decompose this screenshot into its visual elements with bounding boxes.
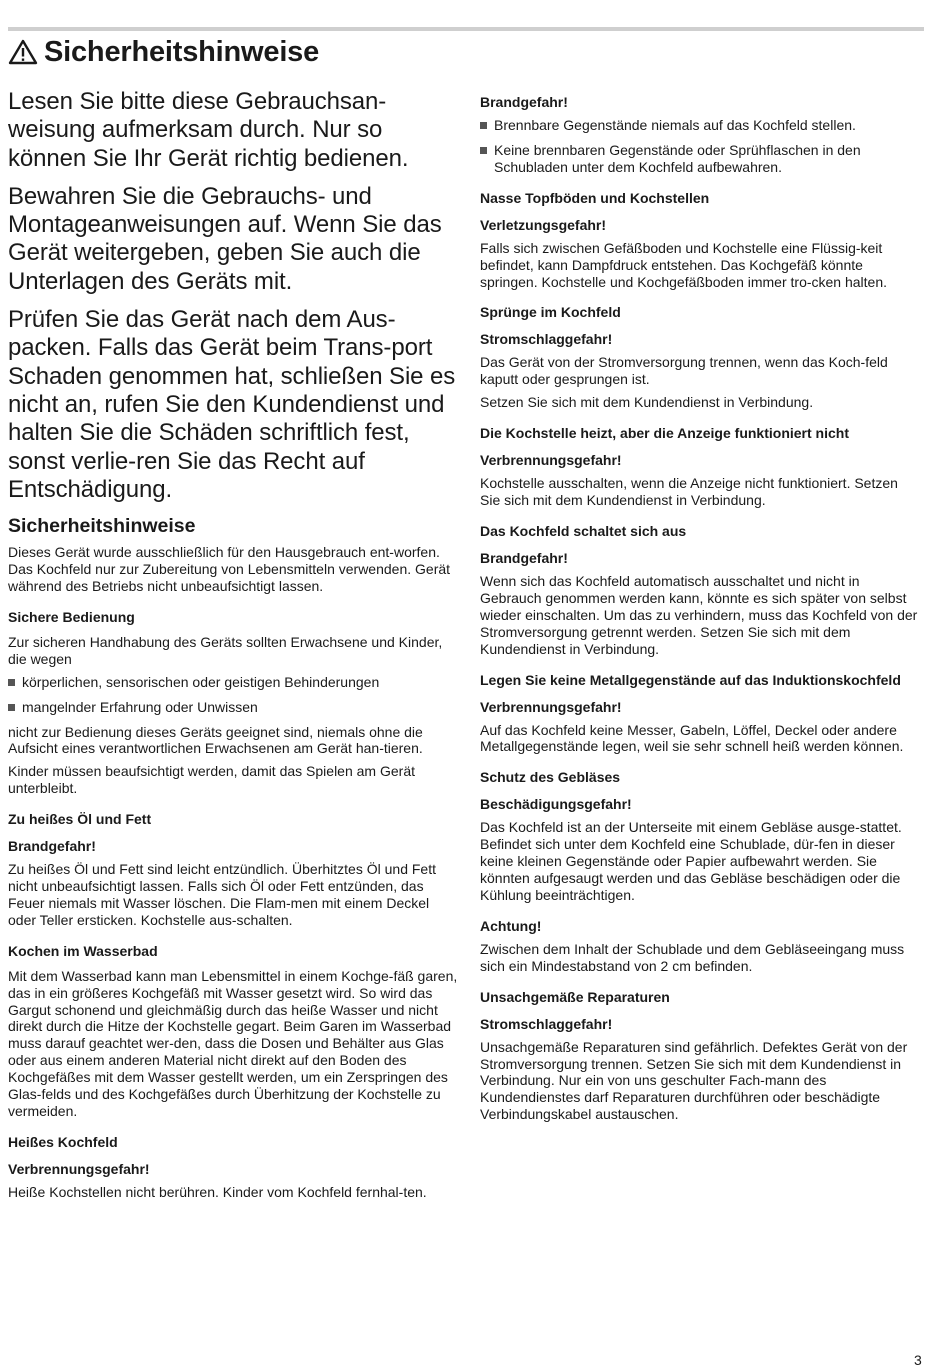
subheading-sichere-bedienung: Sichere Bedienung	[8, 608, 135, 625]
page-title	[8, 34, 319, 70]
warning-label: Verbrennungsgefahr!	[480, 452, 622, 469]
right-column	[480, 90, 922, 1129]
intro	[8, 88, 458, 504]
paragraph: Mit dem Wasserbad kann man Lebensmittel in einem Kochge-fäß garen, das in ein größeres Kochgefäß mit Wasser gesetzt wird. So wird das Gargut schonend und gleichmäßig durch das heiße Wasser und nicht direkt durch die Hitze der Kochstelle gegart. Beim Garen im Wasserbad muss darauf geachtet wer-den, dass die Dosen und Behälter aus Glas oder aus einem anderen Material nicht direkt auf den Boden des Kochgefäßes mit dem Wasser gestellt werden, um ein Zerspringen des Glas-felds und des Kochgefäßes durch Überhitzung der Kochstelle zu vermeiden.	[8, 967, 458, 1119]
warning-label: Stromschlaggefahr!	[480, 331, 613, 348]
list-item: mangelnder Erfahrung oder Unwissen	[8, 699, 458, 716]
warning-label: Verbrennungsgefahr!	[480, 698, 622, 715]
subheading-metall: Legen Sie keine Metallgegenstände auf das Induktionskochfeld	[480, 671, 901, 688]
paragraph: Setzen Sie sich mit dem Kundendienst in Verbindung.	[480, 394, 814, 411]
subheading-schaltet-aus: Das Kochfeld schaltet sich aus	[480, 522, 687, 539]
subheading-oel-fett: Zu heißes Öl und Fett	[8, 811, 152, 828]
warning-label: Brandgefahr!	[480, 549, 568, 566]
subheading-spruenge: Sprünge im Kochfeld	[480, 304, 621, 321]
page-number: 3	[914, 1352, 922, 1368]
warning-label: Stromschlaggefahr!	[480, 1015, 613, 1032]
list-item: Brennbare Gegenstände niemals auf das Kochfeld stellen.	[480, 117, 922, 134]
warning-label: Brandgefahr!	[480, 94, 568, 110]
warning-label: Achtung!	[480, 917, 542, 934]
warning-label: Beschädigungsgefahr!	[480, 796, 632, 813]
list-item: Keine brennbaren Gegenstände oder Sprühflaschen in den Schubladen unter dem Kochfeld aufbewahren.	[480, 142, 922, 176]
top-rule	[8, 27, 924, 31]
paragraph: Wenn sich das Kochfeld automatisch ausschaltet und nicht in Gebrauch genommen werden kann, könnte es sich später von selbst wieder einschalten. Um das zu verhindern, muss das Kochfeld von der Stromversorgung getrennt werden. Setzen Sie sich mit dem Kundendienst in Verbindung.	[480, 572, 918, 657]
intro-paragraph: Prüfen Sie das Gerät nach dem Aus-packen. Falls das Gerät beim Trans-port Schaden genommen hat, schließen Sie es nicht an, rufen Sie den Kundendienst und halten Sie die Schäden schriftlich fest, sonst verlie-ren Sie das Recht auf Entschädigung.	[8, 306, 456, 503]
paragraph: Unsachgemäße Reparaturen sind gefährlich. Defektes Gerät von der Stromversorgung trennen. Setzen Sie sich mit dem Kundendienst in Verbindung. Nur ein von uns geschulter Fach-mann des Kundendienstes darf Reparaturen durchführen oder beschädigte Verbindungskabel austauschen.	[480, 1038, 908, 1123]
subheading-heisses-kochfeld: Heißes Kochfeld	[8, 1133, 118, 1150]
page-title-text: Sicherheitshinweise	[44, 36, 320, 68]
warning-triangle-icon	[8, 38, 38, 66]
paragraph: Auf das Kochfeld keine Messer, Gabeln, Löffel, Deckel oder andere Metallgegenstände legen, weil sie sehr schnell heiß werden können.	[480, 721, 904, 755]
paragraph: nicht zur Bedienung dieses Geräts geeignet sind, niemals ohne die Aufsicht eines verantwortlichen Erwachsenen am Gerät han-tieren.	[8, 723, 423, 757]
section-heading: Sicherheitshinweise	[8, 515, 196, 538]
intro-paragraph: Lesen Sie bitte diese Gebrauchsan-weisung aufmerksam durch. Nur so können Sie Ihr Gerät richtig bedienen.	[8, 88, 409, 172]
paragraph: Zu heißes Öl und Fett sind leicht entzündlich. Überhitztes Öl und Fett nicht unbeaufsichtigt lassen. Falls sich Öl oder Fett entzünden, das Feuer niemals mit Wasser löschen. Die Flam-men mit einem Deckel oder Teller ersticken. Kochstelle aus-schalten.	[8, 861, 436, 928]
paragraph: Zwischen dem Inhalt der Schublade und dem Gebläseeingang muss sich ein Mindestabstand von 2 cm befinden.	[480, 940, 905, 974]
paragraph: Kinder müssen beaufsichtigt werden, damit das Spielen am Gerät unterbleibt.	[8, 763, 415, 797]
subheading-geblaese: Schutz des Gebläses	[480, 769, 621, 786]
subheading-anzeige: Die Kochstelle heizt, aber die Anzeige funktioniert nicht	[480, 425, 849, 442]
paragraph: Das Kochfeld ist an der Unterseite mit einem Gebläse ausge-stattet. Befindet sich unter dem Kochfeld eine Schublade, dür-fen in dieser keine kleinen Gegenstände oder Papier aufbewahrt werden. Sie könnten aufgesaugt werden und das Gebläse beschädigen oder die Kühlung beeinträchtigen.	[480, 819, 902, 903]
paragraph: Falls sich zwischen Gefäßboden und Kochstelle eine Flüssig-keit befindet, kann Dampfdruck entstehen. Das Kochgefäß könnte springen. Kochstelle und Kochgefäßboden immer tro-cken halten.	[480, 239, 888, 290]
paragraph: Kochstelle ausschalten, wenn die Anzeige nicht funktioniert. Setzen Sie sich mit dem Kundendienst in Verbindung.	[480, 475, 898, 509]
intro-paragraph: Bewahren Sie die Gebrauchs- und Montageanweisungen auf. Wenn Sie das Gerät weitergeben, geben Sie auch die Unterlagen des Geräts mit.	[8, 182, 442, 295]
left-column	[8, 88, 458, 1207]
warning-label: Verletzungsgefahr!	[480, 216, 607, 233]
section-text: Dieses Gerät wurde ausschließlich für den Hausgebrauch ent-worfen. Das Kochfeld nur zur Zubereitung von Lebensmitteln verwenden. Gerät während des Betriebs nicht unbeaufsichtigt lassen.	[8, 544, 451, 594]
subheading-nasse-topfboeden: Nasse Topfböden und Kochstellen	[480, 189, 710, 206]
paragraph: Das Gerät von der Stromversorgung trennen, wenn das Koch-feld kaputt oder gesprungen ist.	[480, 354, 888, 388]
list-item: körperlichen, sensorischen oder geistigen Behinderungen	[8, 674, 458, 691]
subheading-wasserbad: Kochen im Wasserbad	[8, 942, 158, 959]
paragraph: Heiße Kochstellen nicht berühren. Kinder vom Kochfeld fernhal-ten.	[8, 1183, 427, 1200]
subheading-reparaturen: Unsachgemäße Reparaturen	[480, 988, 670, 1005]
bullet-list	[8, 674, 458, 716]
warning-label: Brandgefahr!	[8, 838, 96, 855]
paragraph: Zur sicheren Handhabung des Geräts sollten Erwachsene und Kinder, die wegen	[8, 633, 443, 667]
bullet-list	[480, 117, 922, 176]
warning-label: Verbrennungsgefahr!	[8, 1160, 150, 1177]
